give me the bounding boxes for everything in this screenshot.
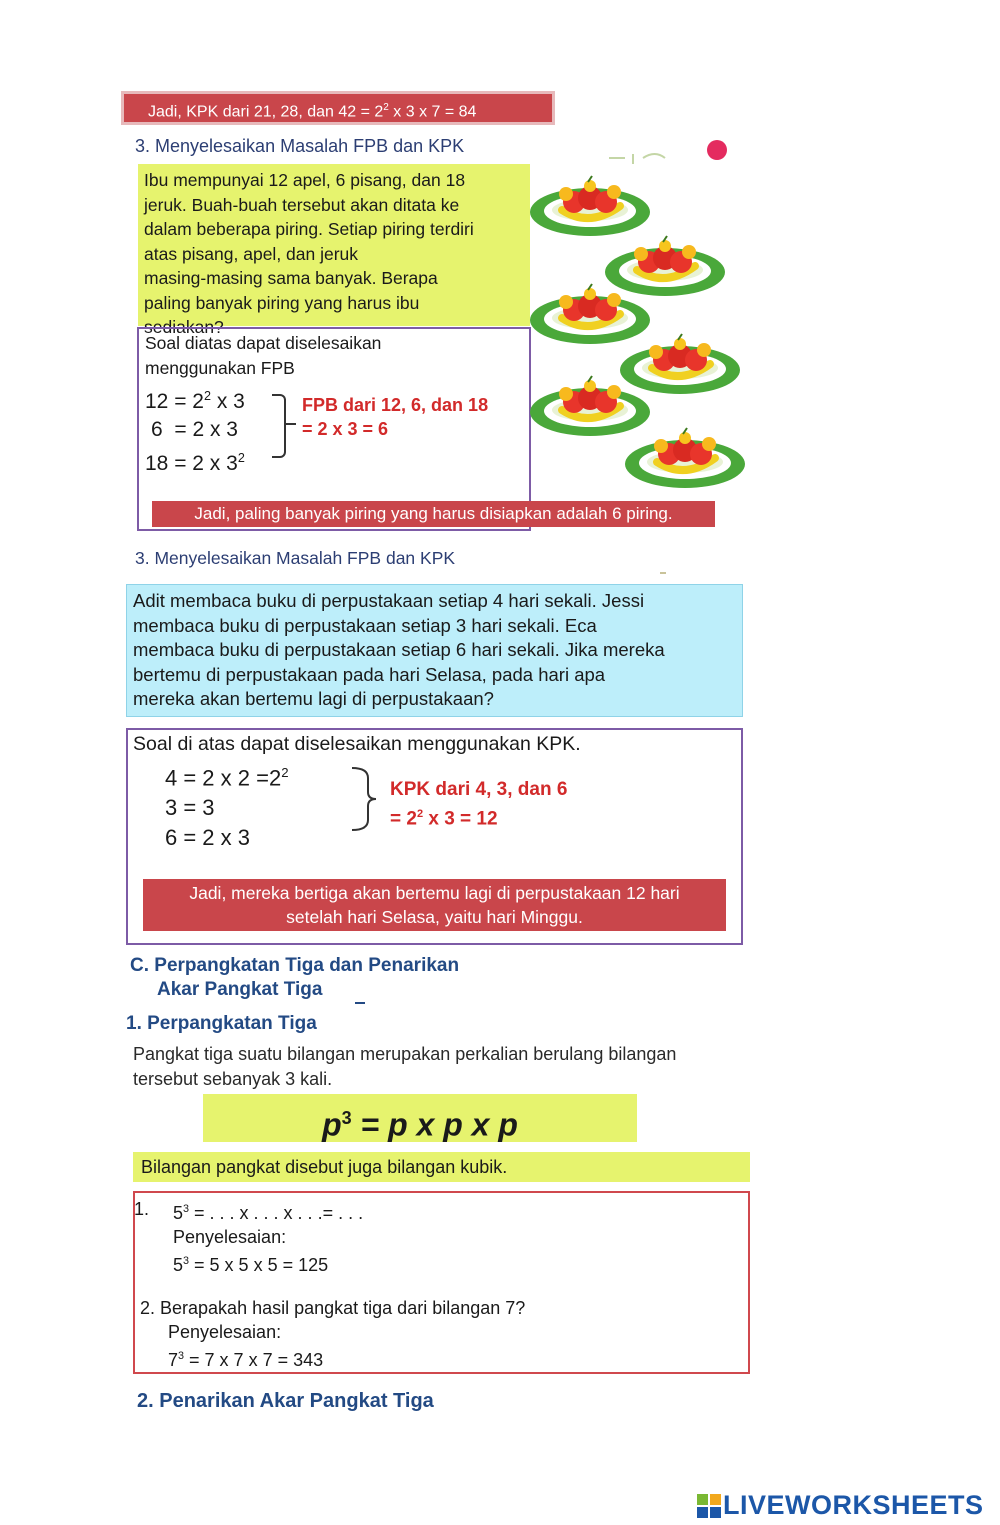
- fruit-plate: [625, 428, 745, 488]
- kpk-eq-6: 6 = 2 x 3: [165, 825, 251, 851]
- liveworksheets-logo[interactable]: [697, 1490, 984, 1521]
- fpb-solution-intro: [145, 331, 381, 380]
- kpk-eq-3: 3 = 3: [165, 795, 215, 821]
- story-line: sediakan?: [144, 317, 224, 337]
- fpb-story-box: [138, 164, 530, 337]
- kpk-solution-intro: Soal di atas dapat diselesaikan menggunakan KPK.: [133, 733, 581, 755]
- example-1-number: 1.: [134, 1199, 150, 1219]
- example-2-answer: $7^3 = 7$ x 7 x 7 = 343: [168, 1350, 324, 1370]
- story-line: Ibu mempunyai 12 apel, 6 pisang, dan 18: [144, 170, 466, 190]
- kpk-banner-suffix: x 3 x 7 = 84: [388, 103, 477, 121]
- fruit-plate: [530, 176, 650, 236]
- definition-line: Pangkat tiga suatu bilangan merupakan perkalian berulang bilangan: [133, 1044, 677, 1064]
- solution-intro-line: Soal diatas dapat diselesaikan: [145, 333, 382, 353]
- kpk-conclusion-line: setelah hari Selasa, yaitu hari Minggu.: [286, 907, 583, 927]
- example-1-answer: $5^3 = 5$ x 5 x 5 = 125: [173, 1255, 329, 1275]
- penarikan-akar-heading: 2. Penarikan Akar Pangkat Tiga: [137, 1390, 434, 1412]
- formula-exponent: 3: [341, 1108, 352, 1128]
- kpk-story-text: [127, 585, 742, 712]
- fpb-result-line: = 2 x 3 = 6: [302, 419, 389, 439]
- story-line: bertemu di perpustakaan pada hari Selasa, pada hari apa: [133, 663, 606, 685]
- fpb-section-heading: 3. Menyelesaikan Masalah FPB dan KPK: [135, 136, 465, 156]
- fruit-plate: [530, 284, 650, 344]
- fruit-plate: [620, 334, 740, 394]
- kpk-banner-text: Jadi, KPK dari 21, 28, dan 42 = 2: [148, 103, 384, 121]
- liveworksheets-brand: LIVEWORKSHEETS: [723, 1490, 984, 1520]
- fpb-conclusion-banner: Jadi, paling banyak piring yang harus disiapkan adalah 6 piring.: [152, 501, 715, 527]
- fpb-bracket: [272, 394, 286, 458]
- story-line: membaca buku di perpustakaan setiap 3 hari sekali. Eca: [133, 614, 597, 636]
- cube-note-box: Bilangan pangkat disebut juga bilangan kubik.: [133, 1152, 750, 1182]
- fpb-eq-6: 6 = 2 x 3: [151, 418, 238, 441]
- kpk-result-line: = $2^2$ x 3 = 12: [390, 808, 498, 830]
- kpk-equations: [165, 758, 289, 853]
- fpb-story-text: [138, 164, 530, 340]
- decor-mark: [660, 572, 666, 574]
- fpb-result: [302, 393, 488, 441]
- section-c-title-line: Akar Pangkat Tiga: [157, 979, 323, 1000]
- formula-rest: = p x p x p: [351, 1106, 518, 1143]
- kpk-conclusion-line: Jadi, mereka bertiga akan bertemu lagi di perpustakaan 12 hari: [189, 883, 680, 903]
- fruit-plate: [605, 236, 725, 296]
- cube-definition: [133, 1042, 676, 1092]
- kpk-section-heading: 3. Menyelesaikan Masalah FPB dan KPK: [135, 548, 456, 568]
- example-2: [168, 1320, 323, 1372]
- decor-dot: [707, 140, 727, 160]
- example-1: [173, 1197, 363, 1277]
- story-line: membaca buku di perpustakaan setiap 6 hari sekali. Jika mereka: [133, 639, 665, 660]
- story-line: mereka akan bertemu lagi di perpustakaan?: [133, 688, 494, 709]
- story-line: Adit membaca buku di perpustakaan setiap 4 hari sekali. Jessi: [133, 590, 645, 611]
- fpb-eq-18: 18 = 2 x $3^2$: [145, 451, 245, 475]
- fpb-result-line: FPB dari 12, 6, dan 18: [302, 395, 489, 415]
- decor-lines: [609, 154, 665, 164]
- example-1-label: Penyelesaian:: [173, 1227, 287, 1247]
- formula-base: p: [322, 1106, 342, 1143]
- section-c-title-line: C. Perpangkatan Tiga dan Penarikan: [130, 955, 460, 976]
- definition-line: tersebut sebanyak 3 kali.: [133, 1069, 333, 1089]
- kpk-story-box: [126, 584, 743, 717]
- kpk-result: [390, 777, 567, 831]
- fpb-equations: [145, 382, 245, 478]
- section-c-title: [130, 955, 459, 1001]
- liveworksheets-logo-icon: [697, 1494, 721, 1518]
- kpk-result-banner: [124, 94, 552, 122]
- story-line: dalam beberapa piring. Setiap piring terdiri: [144, 219, 474, 239]
- story-line: masing-masing sama banyak. Berapa: [144, 268, 438, 288]
- fpb-bracket-tip: [284, 423, 296, 425]
- solution-intro-line: menggunakan FPB: [145, 357, 295, 378]
- fruit-plates-illustration: [525, 150, 755, 495]
- fpb-eq-12: $12 = 2^2$ x 3: [145, 389, 245, 413]
- fruit-plate: [530, 376, 650, 436]
- kpk-conclusion-banner: [143, 879, 726, 931]
- story-line: paling banyak piring yang harus ibu: [144, 292, 420, 313]
- perpangkatan-tiga-heading: 1. Perpangkatan Tiga: [126, 1013, 317, 1034]
- example-1-question: $5^3$ = . . . x . . . x . . .= . . .: [173, 1203, 364, 1223]
- kpk-eq-4: 4 = 2 x $2 =2^2$: [165, 765, 289, 791]
- kpk-brace: [350, 766, 380, 832]
- example-2-label: Penyelesaian:: [168, 1322, 282, 1342]
- story-line: jeruk. Buah-buah tersebut akan ditata ke: [144, 194, 460, 215]
- cube-formula-box: [203, 1094, 637, 1142]
- example-2-question: 2. Berapakah hasil pangkat tiga dari bilangan 7?: [140, 1298, 526, 1318]
- kpk-result-line: KPK dari 4, 3, dan 6: [390, 779, 568, 800]
- kpk-banner-exponent: 2: [383, 102, 389, 113]
- story-line: atas pisang, apel, dan jeruk: [144, 243, 359, 264]
- decor-dash: [355, 1002, 365, 1004]
